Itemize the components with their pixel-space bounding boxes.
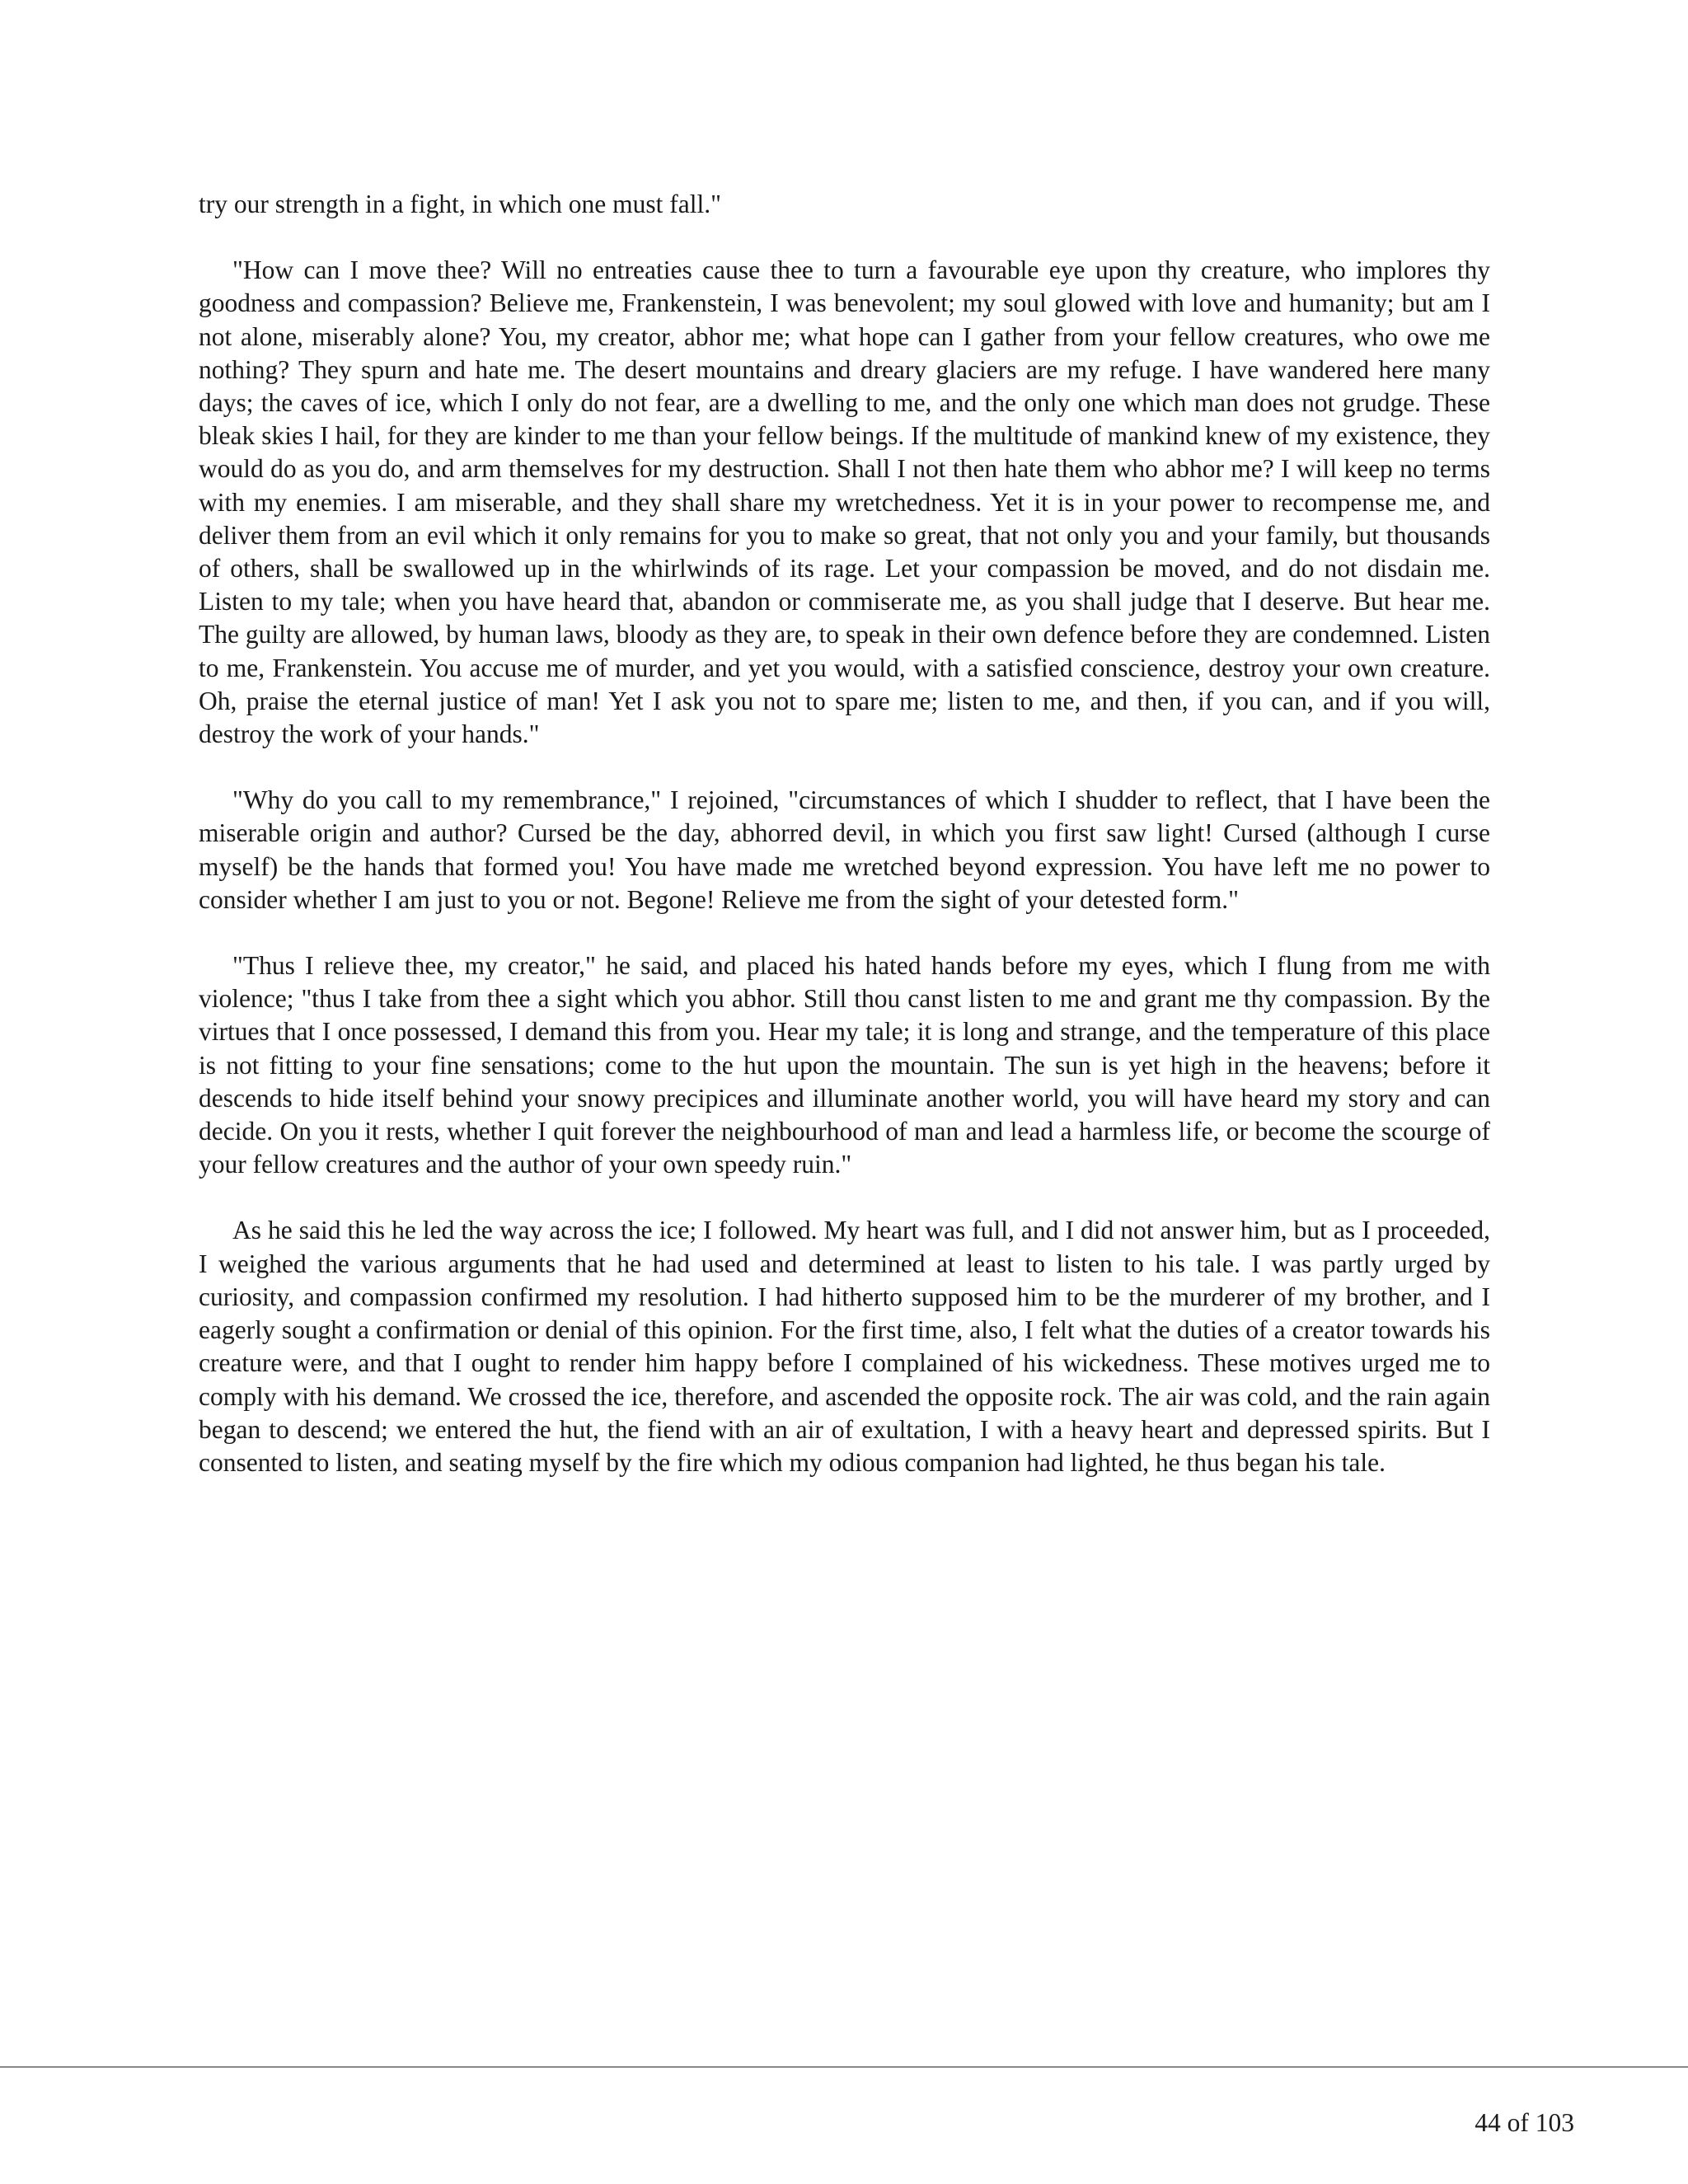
paragraph-continued: try our strength in a fight, in which one must fall." [199,190,721,218]
paragraph: As he said this he led the way across the ice; I followed. My heart was full, and I did not answer him, but as I proceeded, I weighed the various arguments that he had used and determined at least to listen to his tale. I was partly urged by curiosity, and compassion confirmed my resolution. I had hitherto supposed him to be the murderer of my brother, and I eagerly sought a confirmation or denial of this opinion. For the first time, also, I felt what the duties of a creator towards his creature were, and that I ought to render him happy before I complained of his wickedness. These motives urged me to comply with his demand. We crossed the ice, therefore, and ascended the opposite rock. The air was cold, and the rain again began to descend; we entered the hut, the fiend with an air of exultation, I with a heavy heart and depressed spirits. But I consented to listen, and seating myself by the fire which my odious companion had lighted, he thus began his tale. [199,1216,1490,1477]
paragraph: "Thus I relieve thee, my creator," he said, and placed his hated hands before my eyes, which I flung from me with violence; "thus I take from thee a sight which you abhor. Still thou canst listen to me and grant me thy compassion. By the virtues that I once possessed, I demand this from you. Hear my tale; it is long and strange, and the temperature of this place is not fitting to your fine sensations; come to the hut upon the mountain. The sun is yet high in the heavens; before it descends to hide itself behind your snowy precipices and illuminate another world, you will have heard my story and can decide. On you it rests, whether I quit forever the neighbourhood of man and lead a harmless life, or become the scourge of your fellow creatures and the author of your own speedy ruin." [199,951,1490,1179]
footer-divider [0,2066,1688,2068]
page-body [199,188,1490,1512]
paragraph: "Why do you call to my remembrance," I rejoined, "circumstances of which I shudder to reflect, that I have been the miserable origin and author? Cursed be the day, abhorred devil, in which you first saw light! Cursed (although I curse myself) be the hands that formed you! You have made me wretched beyond expression. You have left me no power to consider whether I am just to you or not. Begone! Relieve me from the sight of your detested form." [199,785,1490,914]
paragraph: "How can I move thee? Will no entreaties cause thee to turn a favourable eye upon thy creature, who implores thy goodness and compassion? Believe me, Frankenstein, I was benevolent; my soul glowed with love and humanity; but am I not alone, miserably alone? You, my creator, abhor me; what hope can I gather from your fellow creatures, who owe me nothing? They spurn and hate me. The desert mountains and dreary glaciers are my refuge. I have wandered here many days; the caves of ice, which I only do not fear, are a dwelling to me, and the only one which man does not grudge. These bleak skies I hail, for they are kinder to me than your fellow beings. If the multitude of mankind knew of my existence, they would do as you do, and arm themselves for my destruction. Shall I not then hate them who abhor me? I will keep no terms with my enemies. I am miserable, and they shall share my wretchedness. Yet it is in your power to recompense me, and deliver them from an evil which it only remains for you to make so great, that not only you and your family, but thousands of others, shall be swallowed up in the whirlwinds of its rage. Let your compassion be moved, and do not disdain me. Listen to my tale; when you have heard that, abandon or commiserate me, as you shall judge that I deserve. But hear me. The guilty are allowed, by human laws, bloody as they are, to speak in their own defence before they are condemned. Listen to me, Frankenstein. You accuse me of murder, and yet you would, with a satisfied conscience, destroy your own creature. Oh, praise the eternal justice of man! Yet I ask you not to spare me; listen to me, and then, if you can, and if you will, destroy the work of your hands." [199,255,1490,749]
page-number: 44 of 103 [1475,2108,1574,2137]
